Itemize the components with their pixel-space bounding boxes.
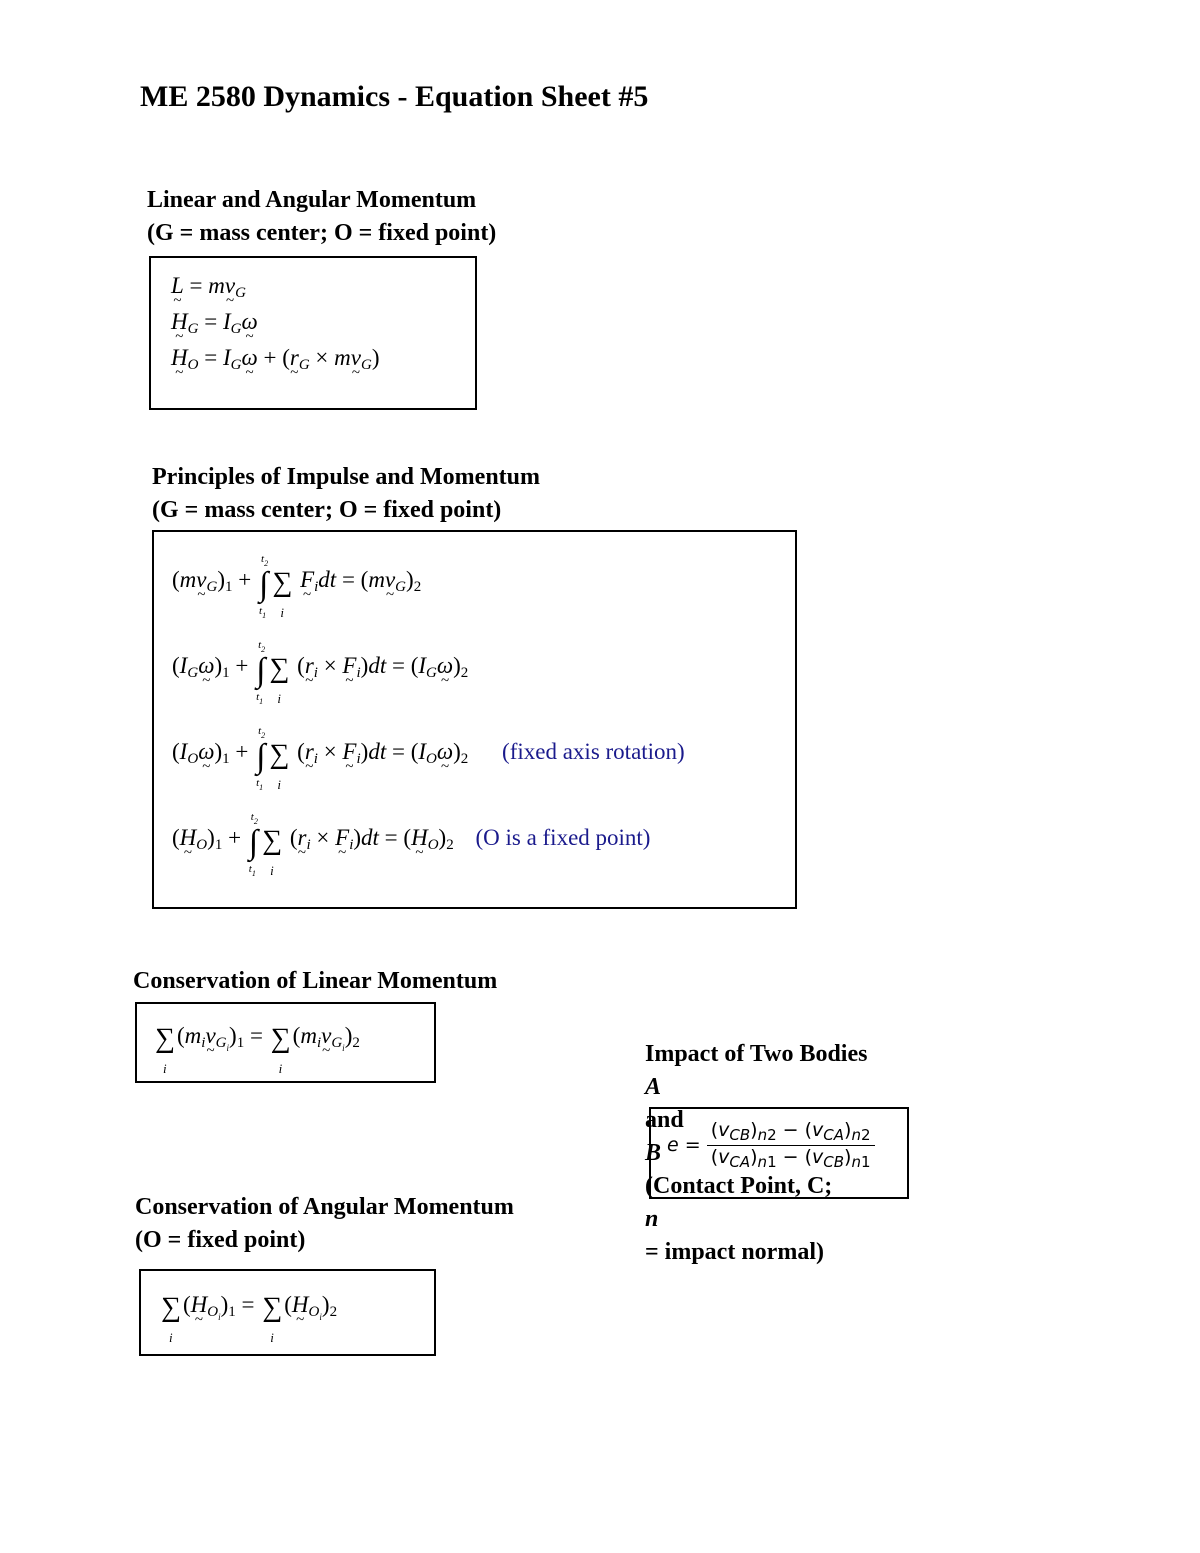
- impulse-momentum-heading-line1: Principles of Impulse and Momentum: [152, 464, 541, 490]
- equation-linear-impulse: (mv $\sim_G)_1$ + ∫ $t_2$ $t_1$ ∑ i F $\sim_idt = (mv$ $\sim_G)_2$: [172, 568, 421, 602]
- impact-box: [649, 1107, 909, 1199]
- impact-heading-line2: (Contact Point, C; n = impact normal): [645, 1173, 833, 1265]
- conservation-angular-heading-line1: Conservation of Angular Momentum: [135, 1194, 514, 1220]
- conservation-angular-heading-line2: (O = fixed point): [135, 1227, 306, 1253]
- equation-angular-impulse-fixed-axis: ($I_O\omega$ $\sim)_1$ + ∫ $t_2$ $t_1$ ∑ i (r $\sim_i \times F$ $\sim_i)dt = (I_O\omega$ $\sim)_2$ (fixed axis rotation): [172, 740, 685, 774]
- conservation-linear-heading: [133, 965, 497, 998]
- equation-conservation-linear: ∑ i ($m_iv$ $\sim_{G_i})_1$ = ∑ i ($m_iv$ $\sim_{G_i})_2$: [153, 1024, 360, 1053]
- equation-coefficient-restitution: e = $\frac{(v_{CB})_{n2} - (v_{CA})_{n2}}{(v_{CA})_{n1} - (v_{CB})_{n1}}$: [667, 1121, 875, 1170]
- impact-heading-line1: Impact of Two Bodies A and B: [645, 1041, 868, 1166]
- equation-angular-impulse-g: ($I_G\omega$ $\sim)_1$ + ∫ $t_2$ $t_1$ ∑ i (r $\sim_i \times F$ $\sim_i)dt = (I_G\omega$ $\sim)_2$: [172, 654, 468, 688]
- linear-angular-heading-line1: Linear and Angular Momentum: [147, 187, 477, 213]
- page-title: ME 2580 Dynamics - Equation Sheet #5: [140, 80, 649, 113]
- conservation-linear-heading-line1: Conservation of Linear Momentum: [133, 968, 498, 994]
- impulse-momentum-box: [152, 530, 797, 909]
- equation-angular-momentum-g: H $\sim_G = I_G\omega$ ~: [171, 310, 258, 337]
- note-fixed-axis-rotation: (fixed axis rotation): [502, 739, 685, 764]
- equation-linear-momentum: L ~ = mv $\sim_G$: [171, 274, 246, 301]
- conservation-linear-box: [135, 1002, 436, 1083]
- note-o-fixed-point: (O is a fixed point): [475, 825, 651, 850]
- linear-angular-heading: [147, 184, 496, 250]
- equation-angular-momentum-o: H $\sim_O = I_G\omega$ ~ + (r $\sim_G$ × mv $\sim_G$): [171, 346, 380, 373]
- impulse-momentum-heading-line2: (G = mass center; O = fixed point): [152, 497, 502, 523]
- conservation-angular-box: [139, 1269, 436, 1356]
- impulse-momentum-heading: [152, 461, 540, 527]
- equation-conservation-angular: ∑ i (H $\sim_{O_i})_1$ = ∑ i (H $\sim_{O_i})_2$: [159, 1293, 337, 1322]
- linear-angular-heading-line2: (G = mass center; O = fixed point): [147, 220, 497, 246]
- linear-angular-box: [149, 256, 477, 410]
- conservation-angular-heading: [135, 1191, 514, 1257]
- equation-angular-impulse-fixed-point: (H $\sim_O)_1$ + ∫ $t_2$ $t_1$ ∑ i (r $\sim_i \times F$ $\sim_i)dt = (H$ $\sim_O)_2$ (O is a fixed point): [172, 826, 650, 860]
